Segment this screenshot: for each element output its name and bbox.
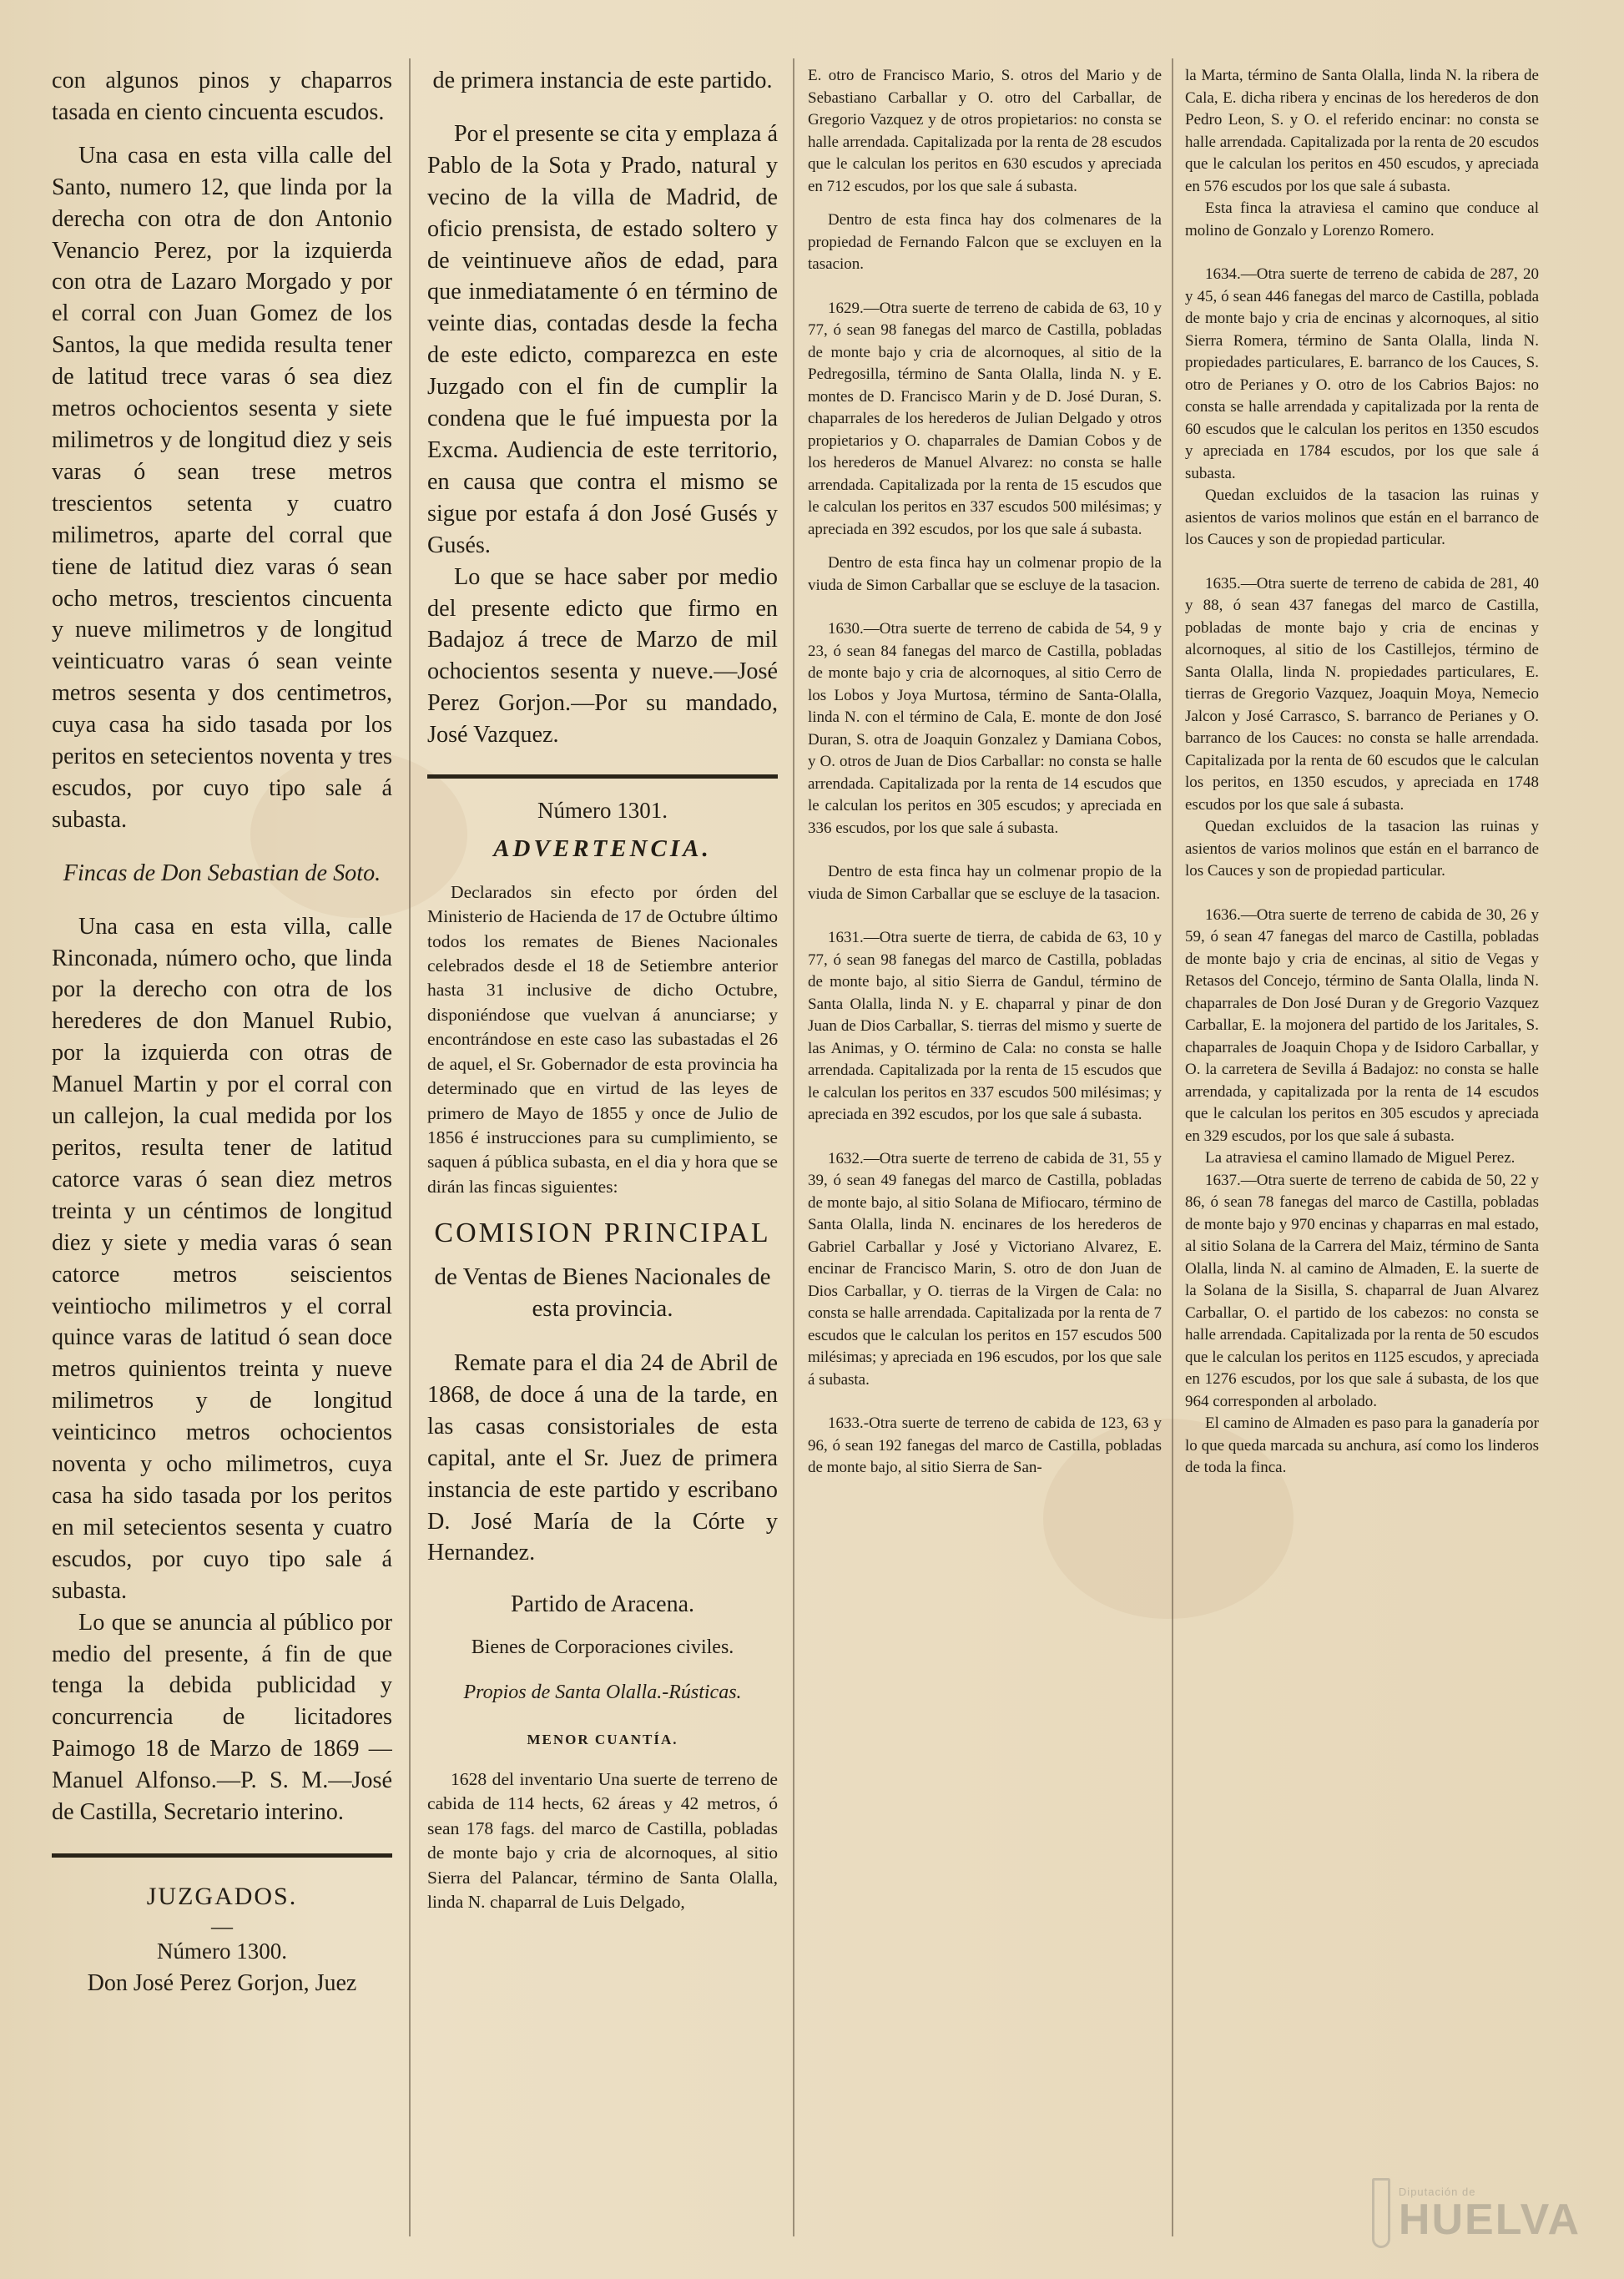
paragraph: 1634.—Otra suerte de terreno de cabida de 287, 20 y 45, ó sean 446 fanegas del marco de Castilla, poblada de monte bajo y cria de encinas y alcornoques, al sitio Sierra Romera, término de Santa Olalla, linda N. propiedades particulares, E. barranco de los Cauces, S. otro de Perianes y O. otro de los Cabrios Bajos: no consta se halle arrendada y capitalizada por la renta de 60 escudos que le calculan los peritos en 1350 escudos y apreciada en 1784 escudos, por los que sale á subasta. xyxy=(1185,265,1539,482)
paragraph: Remate para el dia 24 de Abril de 1868, de doce á una de la tarde, en las casas consistoriales de esta capital, ante el Sr. Juez de primera instancia de este partido y escribano D. José María de la Córte y Hernandez. xyxy=(427,1350,778,1566)
column-2 xyxy=(427,65,778,1914)
district-title: Partido de Aracena. xyxy=(510,1591,695,1618)
column-4 xyxy=(1185,65,1539,1480)
paragraph: Esta finca la atraviesa el camino que conduce al molino de Gonzalo y Lorenzo Romero. xyxy=(1185,199,1539,239)
notice-number: Número 1301. xyxy=(537,798,668,824)
dash: — xyxy=(211,1913,233,1939)
paragraph: 1631.—Otra suerte de tierra, de cabida de 63, 10 y 77, ó sean 98 fanegas del marco de Castilla, pobladas de monte bajo, al sitio Sierra de Gandul, término de Santa Olalla, linda N. y E. chaparral y pinar de don Juan de Dios Carballar, S. tierras del mismo y suerte de las Animas, y O. término de Cala: no consta se halle arrendada. Capitalizada por la renta de 15 escudos que le calculan los peritos en 337 escudos 500 milésimas; y apreciada en 392 escudos, por los que sale á subasta. xyxy=(808,929,1162,1123)
paragraph: Dentro de esta finca hay un colmenar propio de la viuda de Simon Carballar que se escluye de la tasacion. xyxy=(808,554,1162,594)
commission-subtitle: de Ventas de Bienes Nacionales de esta provincia. xyxy=(434,1263,771,1323)
paragraph: Quedan excluidos de la tasacion las ruinas y asientos de varios molinos que están en el barranco de los Cauces y son de propiedad particular. xyxy=(1185,818,1539,880)
paragraph: 1629.—Otra suerte de terreno de cabida de 63, 10 y 77, ó sean 98 fanegas del marco de Castilla, pobladas de monte bajo y cria de alcornoques, al sitio de la Pedregosilla, término de Santa Olalla, linda N. y E. montes de D. Francisco Marin y de D. José Duran, S. chaparrales de los herederos de Julian Delgado y otros propietarios y O. chaparrales de Damian Cobos y de los herederos de Manuel Alvarez: no consta se halle arrendada. Capitalizada por la renta de 15 escudos que le calculan los peritos en 337 escudos 500 milésimas; y apreciada en 392 escudos, por los que sale á subasta. xyxy=(808,299,1162,538)
watermark-name: HUELVA xyxy=(1398,2195,1581,2244)
section-heading: Fincas de Don Sebastian de Soto. xyxy=(63,860,381,886)
paragraph: Dentro de esta finca hay un colmenar propio de la viuda de Simon Carballar que se escluye de la tasacion. xyxy=(808,863,1162,903)
notice-body xyxy=(427,880,778,1199)
paragraph: 1633.-Otra suerte de terreno de cabida de 123, 63 y 96, ó sean 192 fanegas del marco de Castilla, pobladas de monte bajo, al sitio Sierra de San- xyxy=(808,1414,1162,1476)
commission-title: COMISION PRINCIPAL xyxy=(434,1218,771,1249)
watermark-label: Diputación de xyxy=(1398,2185,1476,2198)
shield-icon xyxy=(1372,2178,1390,2248)
notice-title: ADVERTENCIA. xyxy=(493,834,712,862)
paragraph: Por el presente se cita y emplaza á Pablo de la Sota y Prado, natural y vecino de la villa de Madrid, de oficio prensista, de estado soltero y de veintinueve años de edad, para que inmediatamente ó en término de veinte dias, contadas desde la fecha de este edicto, comparezca en este Juzgado con el fin de cumplir la condena que le fué impuesta por la Excma. Audiencia de este territorio, en causa que contra el mismo se sigue por estafa á don José Gusés y Gusés. xyxy=(427,120,778,558)
archive-watermark xyxy=(1372,2176,1581,2251)
paragraph: Declarados sin efecto por órden del Ministerio de Hacienda de 17 de Octubre último todos los remates de Bienes Nacionales celebrados desde el 18 de Setiembre anterior hasta 31 inclusive de dicho Octubre, disponiéndose que vuelvan á anunciarse; y encontrándose en este caso las subastadas el 26 de aquel, el Sr. Gobernador de esta provincia ha determinado que en virtud de las leyes de primero de Mayo de 1855 y once de Julio de 1856 é instrucciones para su cumplimiento, se saquen á pública subasta, en el dia y hora que se dirán las fincas siguientes: xyxy=(427,881,778,1197)
column-rule xyxy=(793,58,794,2236)
amount-label: MENOR CUANTÍA. xyxy=(527,1732,678,1748)
paragraph: de primera instancia de este partido. xyxy=(432,68,773,93)
paragraph: La atraviesa el camino llamado de Miguel Perez. xyxy=(1205,1149,1516,1167)
paragraph: Dentro de esta finca hay dos colmenares de la propiedad de Fernando Falcon que se excluyen en la tasacion. xyxy=(808,211,1162,273)
paragraph: 1636.—Otra suerte de terreno de cabida de 30, 26 y 59, ó sean 47 fanegas del marco de Castilla, pobladas de monte bajo y cria de encinas, al sitio de Vegas y Retasos del Concejo, término de Santa Olalla, linda N. chaparrales de Don José Duran y de Gregorio Vazquez Carballar, E. la mojonera del partido de los Jaritales, S. chaparrales de Joaquin Chopa y de Isidoro Carballar, y O. la carretera de Sevilla á Badajoz: no consta se halle arrendada, y capitalizada por la renta de 14 escudos que le calculan los peritos en 305 escudos y apreciada en 329 escudos, por los que sale á subasta. xyxy=(1185,905,1539,1145)
paragraph: 1637.—Otra suerte de terreno de cabida de 50, 22 y 86, ó sean 78 fanegas del marco de Castilla, pobladas de monte bajo y 970 encinas y chaparras en mal estado, al sitio Solana de la Carrera del Maiz, término de Santa Olalla, linda N. al camino de Almaden, E. la suerte de la Solana de la Sisilla, S. chaparral de Juan Alvarez Carballar, O. el partido de los cabezos: no consta se halle arrendada. Capitalizada por la renta de 50 escudos que le calculan los peritos en 1125 escudos, y apreciada en 1276 escudos, por los que sale á subasta, de los que 964 corresponden al arbolado. xyxy=(1185,1171,1539,1410)
section-rule xyxy=(427,774,778,779)
paragraph: la Marta, término de Santa Olalla, linda N. la ribera de Cala, E. dicha ribera y encinas de los herederos de don Pedro Leon, S. y O. el referido encinar: no consta se halle arrendada. Capitalizada por la renta de 20 escudos que le calculan los peritos en 450 escudos, y apreciada en 576 escudos por los que sale á subasta. xyxy=(1185,67,1539,195)
notice-number: Número 1300. xyxy=(157,1938,287,1964)
paragraph: Don José Perez Gorjon, Juez xyxy=(87,1969,357,1996)
section-rule xyxy=(52,1853,392,1858)
paragraph: 1635.—Otra suerte de terreno de cabida de 281, 40 y 88, ó sean 437 fanegas del marco de Castilla, pobladas de monte bajo y cria de encinas y alcornoques, al sitio de los Castillejos, término de Santa Olalla, linda N. propiedades particulares, E. tierras de Gregorio Vazquez, Joaquin Moya, Nemecio Jalcon y José Carrasco, S. barranco de Perianes y O. barranco de los Cauces: no consta se halle arrendada. Capitalizada por la renta de 60 escudos que le calculan los peritos, en 1350 escudos, y apreciada en 1748 escudos por los que sale á subasta. xyxy=(1185,574,1539,814)
column-rule xyxy=(409,58,411,2236)
paragraph: 1632.—Otra suerte de terreno de cabida de 31, 55 y 39, ó sean 49 fanegas del marco de Castilla, pobladas de monte bajo, al sitio Solana de Mifiocaro, término de Santa Olalla, linda N. encinares de los herederos de Gabriel Carballar y José y Victoriano Alvarez, E. encinar de Francisco Marin, S. otro de don Juan de Dios Carballar, y O. tierras de la Virgen de Cala: no consta se halle arrendada. Capitalizada por la renta de 7 escudos que le calculan los peritos en 157 escudos 500 milésimas; y apreciada en 196 escudos, por los que sale á subasta. xyxy=(808,1149,1162,1389)
paragraph: Una casa en esta villa, calle Rinconada, número ocho, que linda por la derecho con otra de los herederes de don Manuel Rubio, por la izquierda con otras de Manuel Martin y por el corral con un callejon, la cual medida por los peritos, resulta tener de latitud catorce varas ó sean diez metros treinta y un céntimos de longitud diez y siete y media varas ó sean catorce metros seiscientos veintiocho milimetros y el corral quince varas de latitud ó sean doce metros quinientos treinta y nueve milimetros y de longitud veinticinco metros ochocientos noventa y ocho milimetros, cuya casa ha sido tasada por los peritos en mil setecientos sesenta y cuatro escudos, por cuyo tipo sale á subasta. xyxy=(52,913,392,1604)
paragraph: 1628 del inventario Una suerte de terreno de cabida de 114 hects, 62 áreas y 42 metros, ó sean 178 fags. del marco de Castilla, pobladas de monte bajo y cria de alcornoques, al sitio Sierra del Palancar, término de Santa Olalla, linda N. chaparral de Luis Delgado, xyxy=(427,1769,778,1913)
section-title: JUZGADOS. xyxy=(146,1882,298,1910)
column-rule xyxy=(1172,58,1173,2236)
paragraph: El camino de Almaden es paso para la ganadería por lo que queda marcada su anchura, así como los linderos de toda la finca. xyxy=(1185,1414,1539,1476)
column-3 xyxy=(808,65,1162,1480)
paragraph: Lo que se anuncia al público por medio del presente, á fin de que tenga la debida publicidad y concurrencia de licitadores Paimogo 18 de Marzo de 1869 —Manuel Alfonso.—P. S. M.—José de Castilla, Secretario interino. xyxy=(52,1609,392,1826)
category-subtitle: Propios de Santa Olalla.-Rústicas. xyxy=(463,1682,742,1704)
category-title: Bienes de Corporaciones civiles. xyxy=(471,1636,734,1659)
paragraph: con algunos pinos y chaparros tasada en ciento cincuenta escudos. xyxy=(52,68,392,125)
paragraph: E. otro de Francisco Mario, S. otros del Mario y de Sebastiano Carballar y O. otro del Carballar, de Gregorio Vazquez y de otros propietarios: no consta se halle arrendada. Capitalizada por la renta de 28 escudos que le calculan los peritos en 630 escudos y apreciada en 712 escudos, por los que sale á subasta. xyxy=(808,67,1162,195)
column-1 xyxy=(52,65,392,1999)
paragraph: Lo que se hace saber por medio del presente edicto que firmo en Badajoz á trece de Marzo de mil ochocientos sesenta y nueve.—José Perez Gorjon.—Por su mandado, José Vazquez. xyxy=(427,563,778,749)
paragraph: 1630.—Otra suerte de terreno de cabida de 54, 9 y 23, ó sean 84 fanegas del marco de Castilla, pobladas de monte bajo y cria de alcornoques, al sitio Cerro de los Lobos y Joya Murtosa, término de Santa-Olalla, linda N. con el término de Cala, E. monte de don José Duran, S. otra de Joaquin Gonzalez y Damiana Cobos, y O. otros de Juan de Dios Carballar: no consta se halle arrendada. Capitalizada por la renta de 14 escudos que le calculan los peritos en 305 escudos; y apreciada en 336 escudos, por los que sale á subasta. xyxy=(808,620,1162,837)
paragraph: Una casa en esta villa calle del Santo, numero 12, que linda por la derecha con otra de don Antonio Venancio Perez, por la izquierda con otra de Lazaro Morgado y por el corral con Juan Gomez de los Santos, la que medida resulta tener de latitud trece varas ó sea diez metros ochocientos sesenta y siete milimetros y de longitud diez y seis varas ó sean trese metros trescientos setenta y cuatro milimetros, aparte del corral que tiene de latitud diez varas ó sean ocho metros, trescientos cincuenta y nueve milimetros y de longitud veinticuatro varas ó sean veinte metros sesenta y dos centimetros, cuya casa ha sido tasada por los peritos en setecientos noventa y tres escudos, por cuyo tipo sale á subasta. xyxy=(52,142,392,833)
paragraph: Quedan excluidos de la tasacion las ruinas y asientos de varios molinos que están en el barranco de los Cauces y son de propiedad particular. xyxy=(1185,487,1539,548)
